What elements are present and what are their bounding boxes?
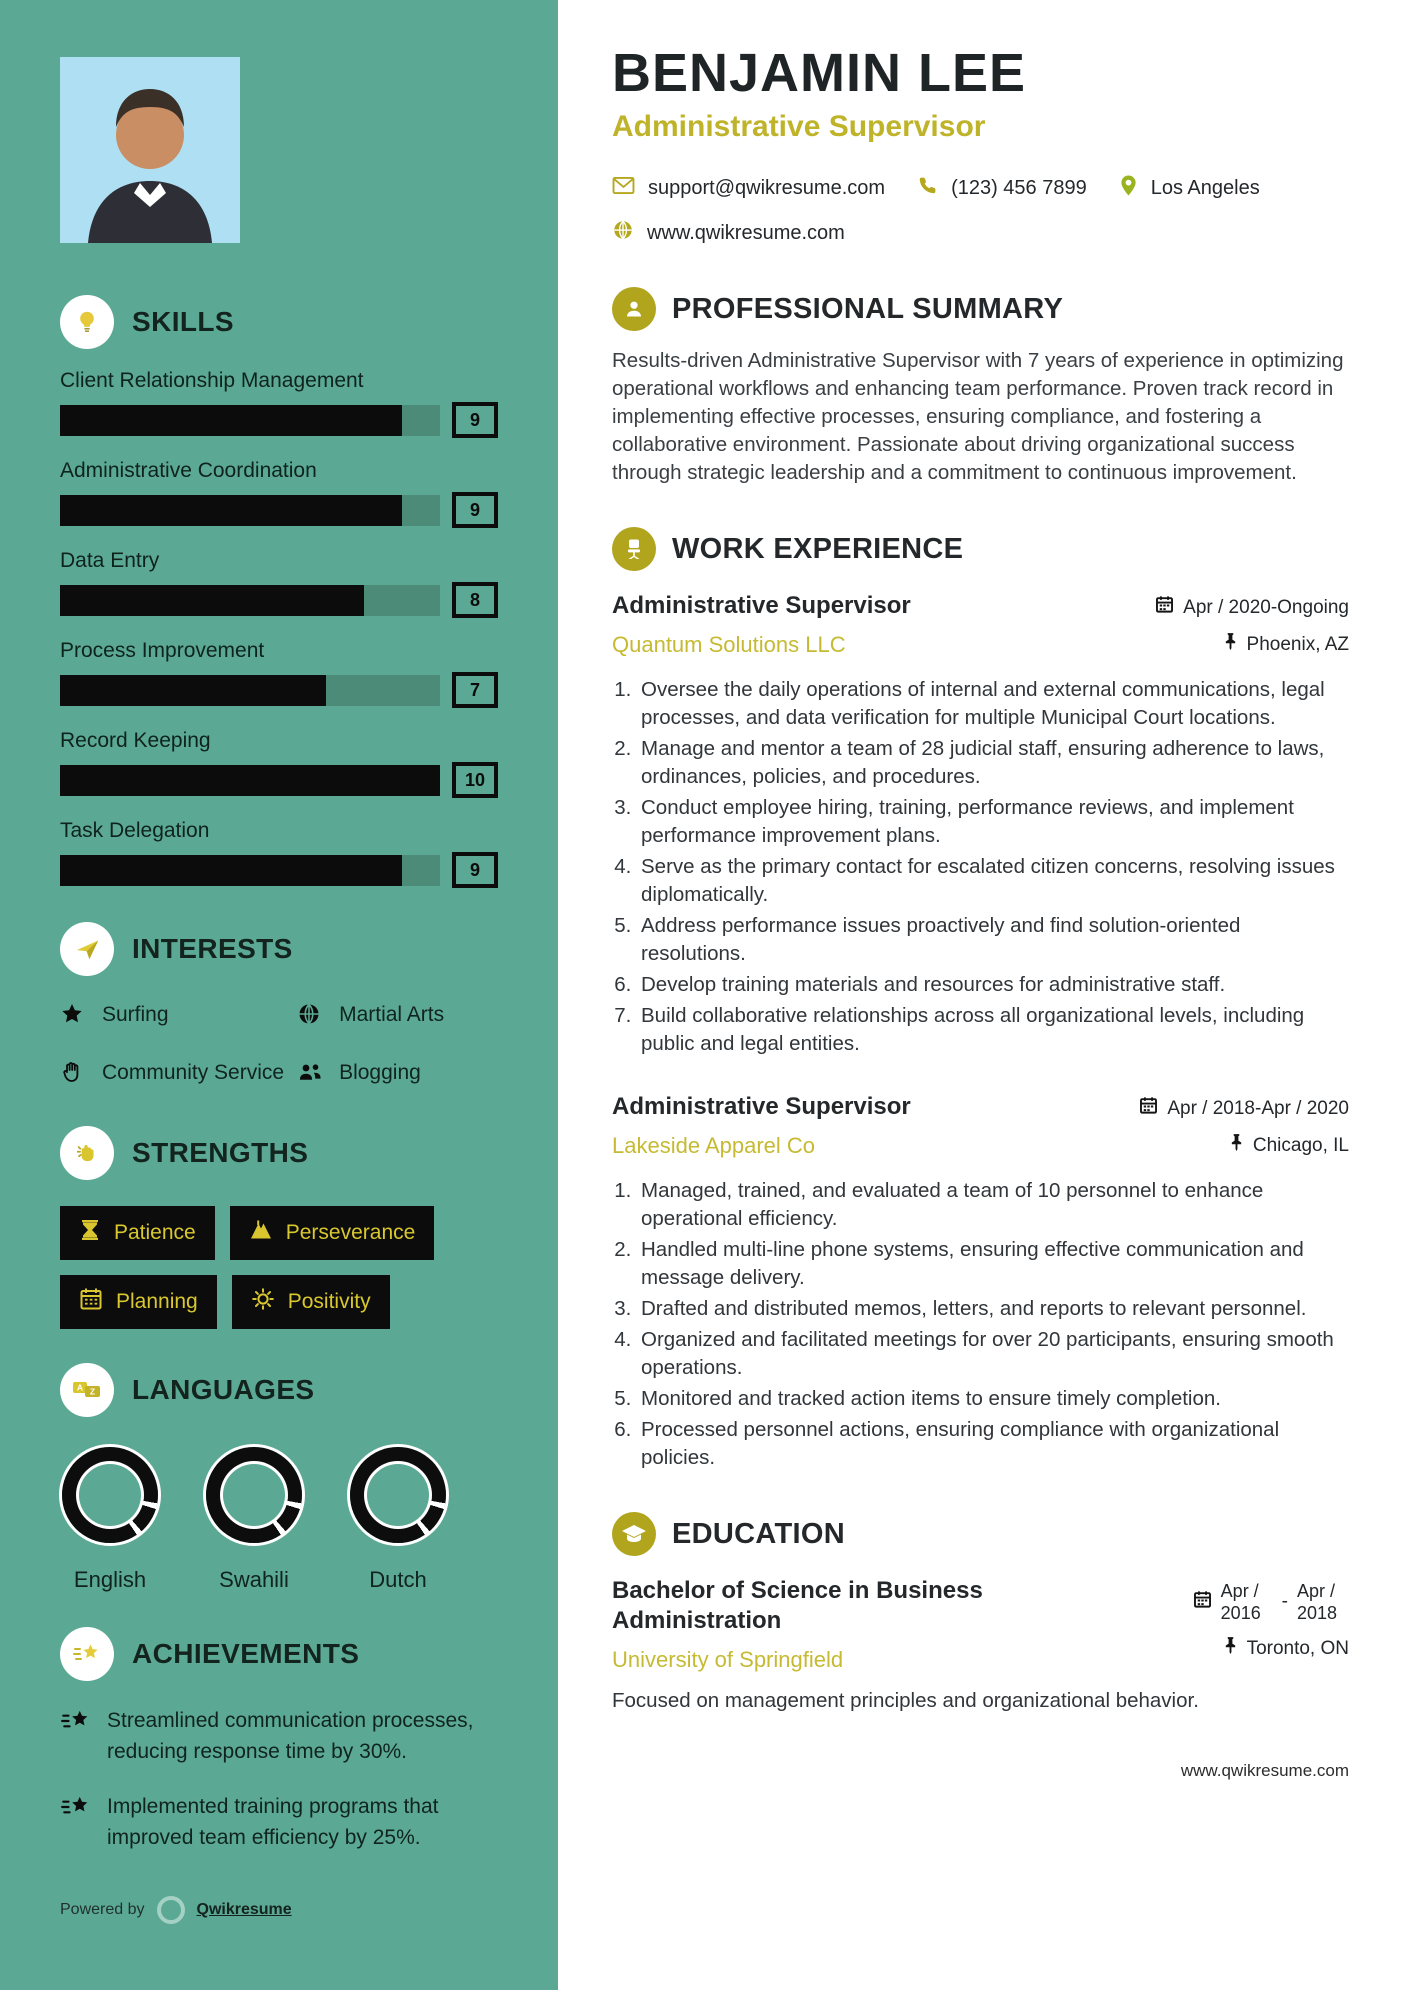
languages-title: LANGUAGES bbox=[132, 1374, 315, 1405]
job-location bbox=[1223, 632, 1349, 657]
interest-item bbox=[297, 1000, 498, 1034]
qwikresume-logo bbox=[157, 1896, 185, 1924]
skills-section bbox=[60, 295, 498, 888]
skill-bar bbox=[60, 405, 440, 436]
skill-level-badge: 9 bbox=[452, 492, 498, 528]
job-bullet: 2. Handled multi-line phone systems, ensuring effective communication and message delivery. bbox=[637, 1236, 1349, 1292]
achievement-item bbox=[60, 1791, 498, 1853]
strength-label: Perseverance bbox=[285, 1221, 416, 1244]
interest-label: Martial Arts bbox=[339, 1003, 445, 1026]
location-text: Los Angeles bbox=[1150, 177, 1260, 199]
job-bullet: 7. Build collaborative relationships across all organizational levels, including public and legal entities. bbox=[637, 1002, 1349, 1058]
summary-title: PROFESSIONAL SUMMARY bbox=[672, 292, 1064, 325]
svg-text:Z: Z bbox=[89, 1386, 96, 1397]
job-bullet: 2. Manage and mentor a team of 28 judicial staff, ensuring adherence to laws, ordinances, policies, and procedures. bbox=[637, 735, 1349, 791]
education-section bbox=[612, 1512, 1349, 1715]
language-item bbox=[348, 1447, 448, 1593]
language-item bbox=[60, 1447, 160, 1593]
skill-bar-fill bbox=[60, 675, 326, 706]
website-contact bbox=[612, 219, 845, 247]
language-name: Dutch bbox=[369, 1567, 427, 1592]
map-pin-icon bbox=[1119, 174, 1138, 203]
skill-bar bbox=[60, 765, 440, 796]
skill-bar-fill bbox=[60, 585, 364, 616]
education-location bbox=[1223, 1636, 1349, 1661]
strengths-title: STRENGTHS bbox=[132, 1137, 309, 1168]
summary-section bbox=[612, 287, 1349, 487]
footer-website: www.qwikresume.com bbox=[1180, 1761, 1349, 1780]
interests-title: INTERESTS bbox=[132, 933, 293, 964]
skill-level-badge: 7 bbox=[452, 672, 498, 708]
calendar-icon bbox=[1155, 595, 1174, 620]
star-icon bbox=[60, 1002, 86, 1034]
degree-name: Bachelor of Science in Business Administration bbox=[612, 1577, 983, 1634]
graduation-cap-icon bbox=[612, 1512, 656, 1556]
powered-by-footer bbox=[60, 1896, 292, 1924]
hourglass-icon bbox=[79, 1218, 101, 1248]
language-name: Swahili bbox=[219, 1567, 289, 1592]
skill-bar bbox=[60, 585, 440, 616]
job-bullet: 3. Drafted and distributed memos, letters, and reports to relevant personnel. bbox=[637, 1295, 1349, 1323]
interest-label: Community Service bbox=[102, 1061, 285, 1084]
skill-level-badge: 8 bbox=[452, 582, 498, 618]
pushpin-icon bbox=[1223, 632, 1238, 657]
skill-bar bbox=[60, 675, 440, 706]
strength-chip bbox=[60, 1206, 215, 1260]
job-bullet: 5. Address performance issues proactively and find solution-oriented resolutions. bbox=[637, 912, 1349, 968]
qwikresume-link[interactable]: Qwikresume bbox=[196, 1901, 292, 1918]
strength-chip bbox=[232, 1275, 390, 1329]
email-contact bbox=[612, 176, 885, 201]
job-bullet: 4. Serve as the primary contact for escalated citizen concerns, resolving issues diplomatically. bbox=[637, 853, 1349, 909]
strength-label: Planning bbox=[116, 1290, 198, 1313]
language-donut-chart bbox=[350, 1447, 446, 1543]
skills-title: SKILLS bbox=[132, 306, 234, 337]
calendar-icon bbox=[1193, 1590, 1212, 1615]
work-experience-section bbox=[612, 527, 1349, 1472]
job-role: Administrative Supervisor bbox=[612, 592, 911, 619]
education-title: EDUCATION bbox=[672, 1517, 845, 1550]
strength-label: Positivity bbox=[287, 1290, 371, 1313]
skill-bar-fill bbox=[60, 855, 402, 886]
job-location bbox=[1229, 1133, 1349, 1158]
skill-bar bbox=[60, 855, 440, 886]
job-bullet: 1. Managed, trained, and evaluated a team of 10 personnel to enhance operational efficiency. bbox=[637, 1177, 1349, 1233]
location-contact bbox=[1119, 174, 1260, 203]
email-text: support@qwikresume.com bbox=[648, 177, 886, 199]
education-date-separator: - bbox=[1281, 1591, 1288, 1612]
skill-bar-fill bbox=[60, 495, 402, 526]
language-donut-chart bbox=[62, 1447, 158, 1543]
job-dates-text: Apr / 2020-Ongoing bbox=[1183, 596, 1349, 618]
sidebar bbox=[0, 0, 558, 1990]
strength-chip bbox=[60, 1275, 217, 1329]
skill-bar-fill bbox=[60, 765, 440, 796]
job-company: Lakeside Apparel Co bbox=[612, 1133, 816, 1158]
achievement-text: Implemented training programs that improved team efficiency by 25%. bbox=[107, 1795, 439, 1849]
person-job-title: Administrative Supervisor bbox=[612, 110, 986, 143]
job-bullet: 1. Oversee the daily operations of internal and external communications, legal processes, and data verification for multiple Municipal Court locations. bbox=[637, 676, 1349, 732]
phone-contact bbox=[917, 175, 1087, 202]
job-entry bbox=[612, 1088, 1349, 1472]
skill-item bbox=[60, 819, 498, 888]
phone-icon bbox=[917, 175, 938, 202]
skill-level-badge: 9 bbox=[452, 402, 498, 438]
shooting-star-icon bbox=[60, 1707, 92, 1767]
resume-header bbox=[612, 42, 1349, 247]
interests-list bbox=[60, 1000, 498, 1092]
school-name: University of Springfield bbox=[612, 1647, 844, 1672]
website-text: www.qwikresume.com bbox=[647, 221, 845, 244]
language-name: English bbox=[73, 1567, 147, 1592]
globe-icon bbox=[297, 1002, 323, 1034]
job-dates-text: Apr / 2018-Apr / 2020 bbox=[1167, 1097, 1349, 1119]
pushpin-icon bbox=[1229, 1133, 1244, 1158]
job-dates bbox=[1139, 1096, 1349, 1121]
achievements-title: ACHIEVEMENTS bbox=[132, 1638, 360, 1669]
interests-section bbox=[60, 922, 498, 1092]
users-icon bbox=[297, 1060, 323, 1092]
skill-item bbox=[60, 369, 498, 438]
education-description: Focused on management principles and organizational behavior. bbox=[612, 1689, 1199, 1712]
languages-section bbox=[60, 1363, 498, 1593]
job-entry bbox=[612, 587, 1349, 1058]
person-icon bbox=[612, 287, 656, 331]
skill-item bbox=[60, 729, 498, 798]
skill-bar-fill bbox=[60, 405, 402, 436]
website-row bbox=[612, 219, 1349, 247]
skill-label: Data Entry bbox=[60, 549, 160, 572]
languages-list bbox=[60, 1447, 498, 1593]
strengths-section bbox=[60, 1126, 498, 1329]
interest-item bbox=[297, 1058, 498, 1092]
globe-icon bbox=[612, 219, 634, 247]
education-dates bbox=[1193, 1580, 1349, 1624]
svg-text:A: A bbox=[76, 1382, 84, 1393]
language-item bbox=[204, 1447, 304, 1593]
strength-label: Patience bbox=[114, 1221, 196, 1244]
phone-text: (123) 456 7899 bbox=[951, 177, 1087, 199]
job-bullet-list bbox=[612, 676, 1349, 1058]
strengths-list bbox=[60, 1206, 498, 1329]
job-bullet-list bbox=[612, 1177, 1349, 1472]
mountain-icon bbox=[249, 1219, 273, 1247]
job-bullet: 6. Develop training materials and resources for administrative staff. bbox=[637, 971, 1349, 999]
strength-chip bbox=[230, 1206, 435, 1260]
skill-label: Administrative Coordination bbox=[60, 459, 317, 482]
job-location-text: Phoenix, AZ bbox=[1246, 633, 1349, 655]
education-date-start: Apr / 2016 bbox=[1220, 1581, 1261, 1623]
achievement-item bbox=[60, 1705, 498, 1767]
shooting-star-icon bbox=[60, 1627, 114, 1681]
profile-photo bbox=[60, 57, 240, 243]
skill-label: Task Delegation bbox=[60, 819, 210, 842]
main-content bbox=[558, 0, 1407, 1781]
job-dates bbox=[1155, 595, 1349, 620]
achievements-list bbox=[60, 1705, 498, 1853]
education-location-text: Toronto, ON bbox=[1246, 1637, 1349, 1659]
skill-label: Client Relationship Management bbox=[60, 369, 364, 392]
job-location-text: Chicago, IL bbox=[1252, 1134, 1349, 1156]
job-company: Quantum Solutions LLC bbox=[612, 632, 846, 657]
summary-text: Results-driven Administrative Supervisor with 7 years of experience in optimizing operational workflows and enhancing team performance. Proven track record in implementing effective processes, ensuring compliance, and fostering a collaborative environment. Passionate about driving organizational success through strategic leadership and a commitment to continuous improvement. bbox=[612, 349, 1344, 484]
fist-icon bbox=[60, 1126, 114, 1180]
contact-row bbox=[612, 174, 1349, 203]
sun-icon bbox=[251, 1287, 275, 1317]
skill-item bbox=[60, 549, 498, 618]
work-title: WORK EXPERIENCE bbox=[672, 532, 964, 565]
skill-item bbox=[60, 639, 498, 708]
job-bullet: 5. Monitored and tracked action items to ensure timely completion. bbox=[637, 1385, 1349, 1413]
pushpin-icon bbox=[1223, 1636, 1238, 1661]
skill-label: Process Improvement bbox=[60, 639, 265, 662]
skills-list bbox=[60, 369, 498, 888]
hand-icon bbox=[60, 1060, 86, 1092]
calendar-icon bbox=[1139, 1096, 1158, 1121]
shooting-star-icon bbox=[60, 1793, 92, 1853]
language-donut-chart bbox=[206, 1447, 302, 1543]
interest-item bbox=[60, 1000, 297, 1034]
translate-icon bbox=[60, 1363, 114, 1417]
skill-label: Record Keeping bbox=[60, 729, 211, 752]
powered-by-label: Powered by bbox=[60, 1901, 145, 1918]
job-bullet: 6. Processed personnel actions, ensuring compliance with organizational policies. bbox=[637, 1416, 1349, 1472]
interest-item bbox=[60, 1058, 297, 1092]
person-portrait bbox=[60, 57, 240, 243]
interest-label: Surfing bbox=[102, 1003, 169, 1026]
interest-label: Blogging bbox=[339, 1061, 421, 1084]
skill-item bbox=[60, 459, 498, 528]
paper-plane-icon bbox=[60, 922, 114, 976]
job-role: Administrative Supervisor bbox=[612, 1093, 911, 1120]
lightbulb-icon bbox=[60, 295, 114, 349]
office-chair-icon bbox=[612, 527, 656, 571]
skill-bar bbox=[60, 495, 440, 526]
skill-level-badge: 10 bbox=[452, 762, 498, 798]
skill-level-badge: 9 bbox=[452, 852, 498, 888]
person-name: BENJAMIN LEE bbox=[612, 43, 1027, 103]
education-date-end: Apr / 2018 bbox=[1297, 1581, 1338, 1623]
calendar-icon bbox=[79, 1287, 103, 1317]
achievements-section bbox=[60, 1627, 498, 1853]
job-bullet: 4. Organized and facilitated meetings for over 20 participants, ensuring smooth operations. bbox=[637, 1326, 1349, 1382]
job-bullet: 3. Conduct employee hiring, training, performance reviews, and implement performance improvement plans. bbox=[637, 794, 1349, 850]
envelope-icon bbox=[612, 176, 635, 201]
achievement-text: Streamlined communication processes, reducing response time by 30%. bbox=[107, 1709, 474, 1763]
